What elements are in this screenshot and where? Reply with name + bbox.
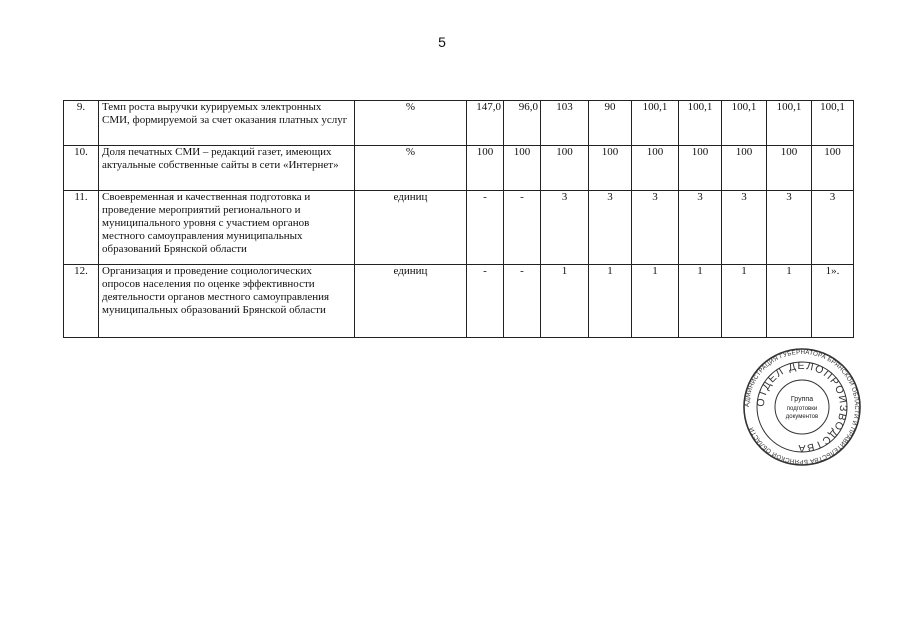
row-number: 12.	[64, 265, 99, 338]
value-cell: 1	[632, 265, 679, 338]
value-cell: 1	[679, 265, 722, 338]
value-cell: 3	[632, 191, 679, 265]
value-cell: 3	[722, 191, 767, 265]
value-cell: 1».	[812, 265, 854, 338]
stamp-ring-text: ОТДЕЛ ДЕЛОПРОИЗВОДСТВА	[754, 359, 850, 455]
value-cell: 100	[767, 146, 812, 191]
value-cell: 100,1	[767, 101, 812, 146]
value-cell: 3	[812, 191, 854, 265]
table-row	[64, 265, 854, 338]
value-cell: 3	[589, 191, 632, 265]
value-cell: 3	[679, 191, 722, 265]
unit-cell: единиц	[355, 265, 467, 338]
indicator-name: Темп роста выручки курируемых электронных СМИ, формируемой за счет оказания платных услуг	[99, 101, 355, 146]
indicator-name: Своевременная и качественная подготовка и проведение мероприятий регионального и муниципального уровня с участием органов местного самоуправления муниципальных образований Брянской области	[99, 191, 355, 265]
row-number: 11.	[64, 191, 99, 265]
table-row	[64, 191, 854, 265]
table-row	[64, 101, 854, 146]
value-cell: 1	[722, 265, 767, 338]
indicator-name: Организация и проведение социологических опросов населения по оценке эффективности деятельности органов местного самоуправления муниципальных образований Брянской области	[99, 265, 355, 338]
value-cell: 3	[767, 191, 812, 265]
value-cell: 100	[812, 146, 854, 191]
value-cell: 100,1	[679, 101, 722, 146]
value-cell: 90	[589, 101, 632, 146]
value-cell: 1	[589, 265, 632, 338]
unit-cell: единиц	[355, 191, 467, 265]
value-cell: 100	[679, 146, 722, 191]
value-cell: -	[467, 191, 504, 265]
value-cell: 100	[504, 146, 541, 191]
indicator-name: Доля печатных СМИ – редакций газет, имеющих актуальные собственные сайты в сети «Интернет»	[99, 146, 355, 191]
value-cell: -	[504, 191, 541, 265]
value-cell: 100,1	[722, 101, 767, 146]
page-number: 5	[438, 34, 446, 50]
table-row	[64, 146, 854, 191]
value-cell: 100	[541, 146, 589, 191]
value-cell: 1	[541, 265, 589, 338]
stamp-outer-text: АДМИНИСТРАЦИЯ ГУБЕРНАТОРА БРЯНСКОЙ ОБЛАСТИ И ПРАВИТЕЛЬСТВА БРЯНСКОЙ ОБЛАСТИ	[743, 348, 861, 466]
value-cell: 103	[541, 101, 589, 146]
value-cell: 3	[541, 191, 589, 265]
value-cell: 100	[632, 146, 679, 191]
stamp-center-line-2: подготовки	[786, 406, 818, 412]
value-cell: 1	[767, 265, 812, 338]
value-cell: 100	[467, 146, 504, 191]
stamp-seal	[740, 347, 864, 467]
stamp-center-line-3: документов	[785, 414, 819, 420]
row-number: 9.	[64, 101, 99, 146]
unit-cell: %	[355, 101, 467, 146]
value-cell: 100	[589, 146, 632, 191]
stamp-center-line-1: Группа	[790, 396, 814, 403]
value-cell: 96,0	[504, 101, 541, 146]
row-number: 10.	[64, 146, 99, 191]
value-cell: -	[504, 265, 541, 338]
value-cell: 100	[722, 146, 767, 191]
unit-cell: %	[355, 146, 467, 191]
value-cell: 147,0	[467, 101, 504, 146]
indicators-table	[63, 100, 854, 338]
value-cell: -	[467, 265, 504, 338]
value-cell: 100,1	[632, 101, 679, 146]
value-cell: 100,1	[812, 101, 854, 146]
